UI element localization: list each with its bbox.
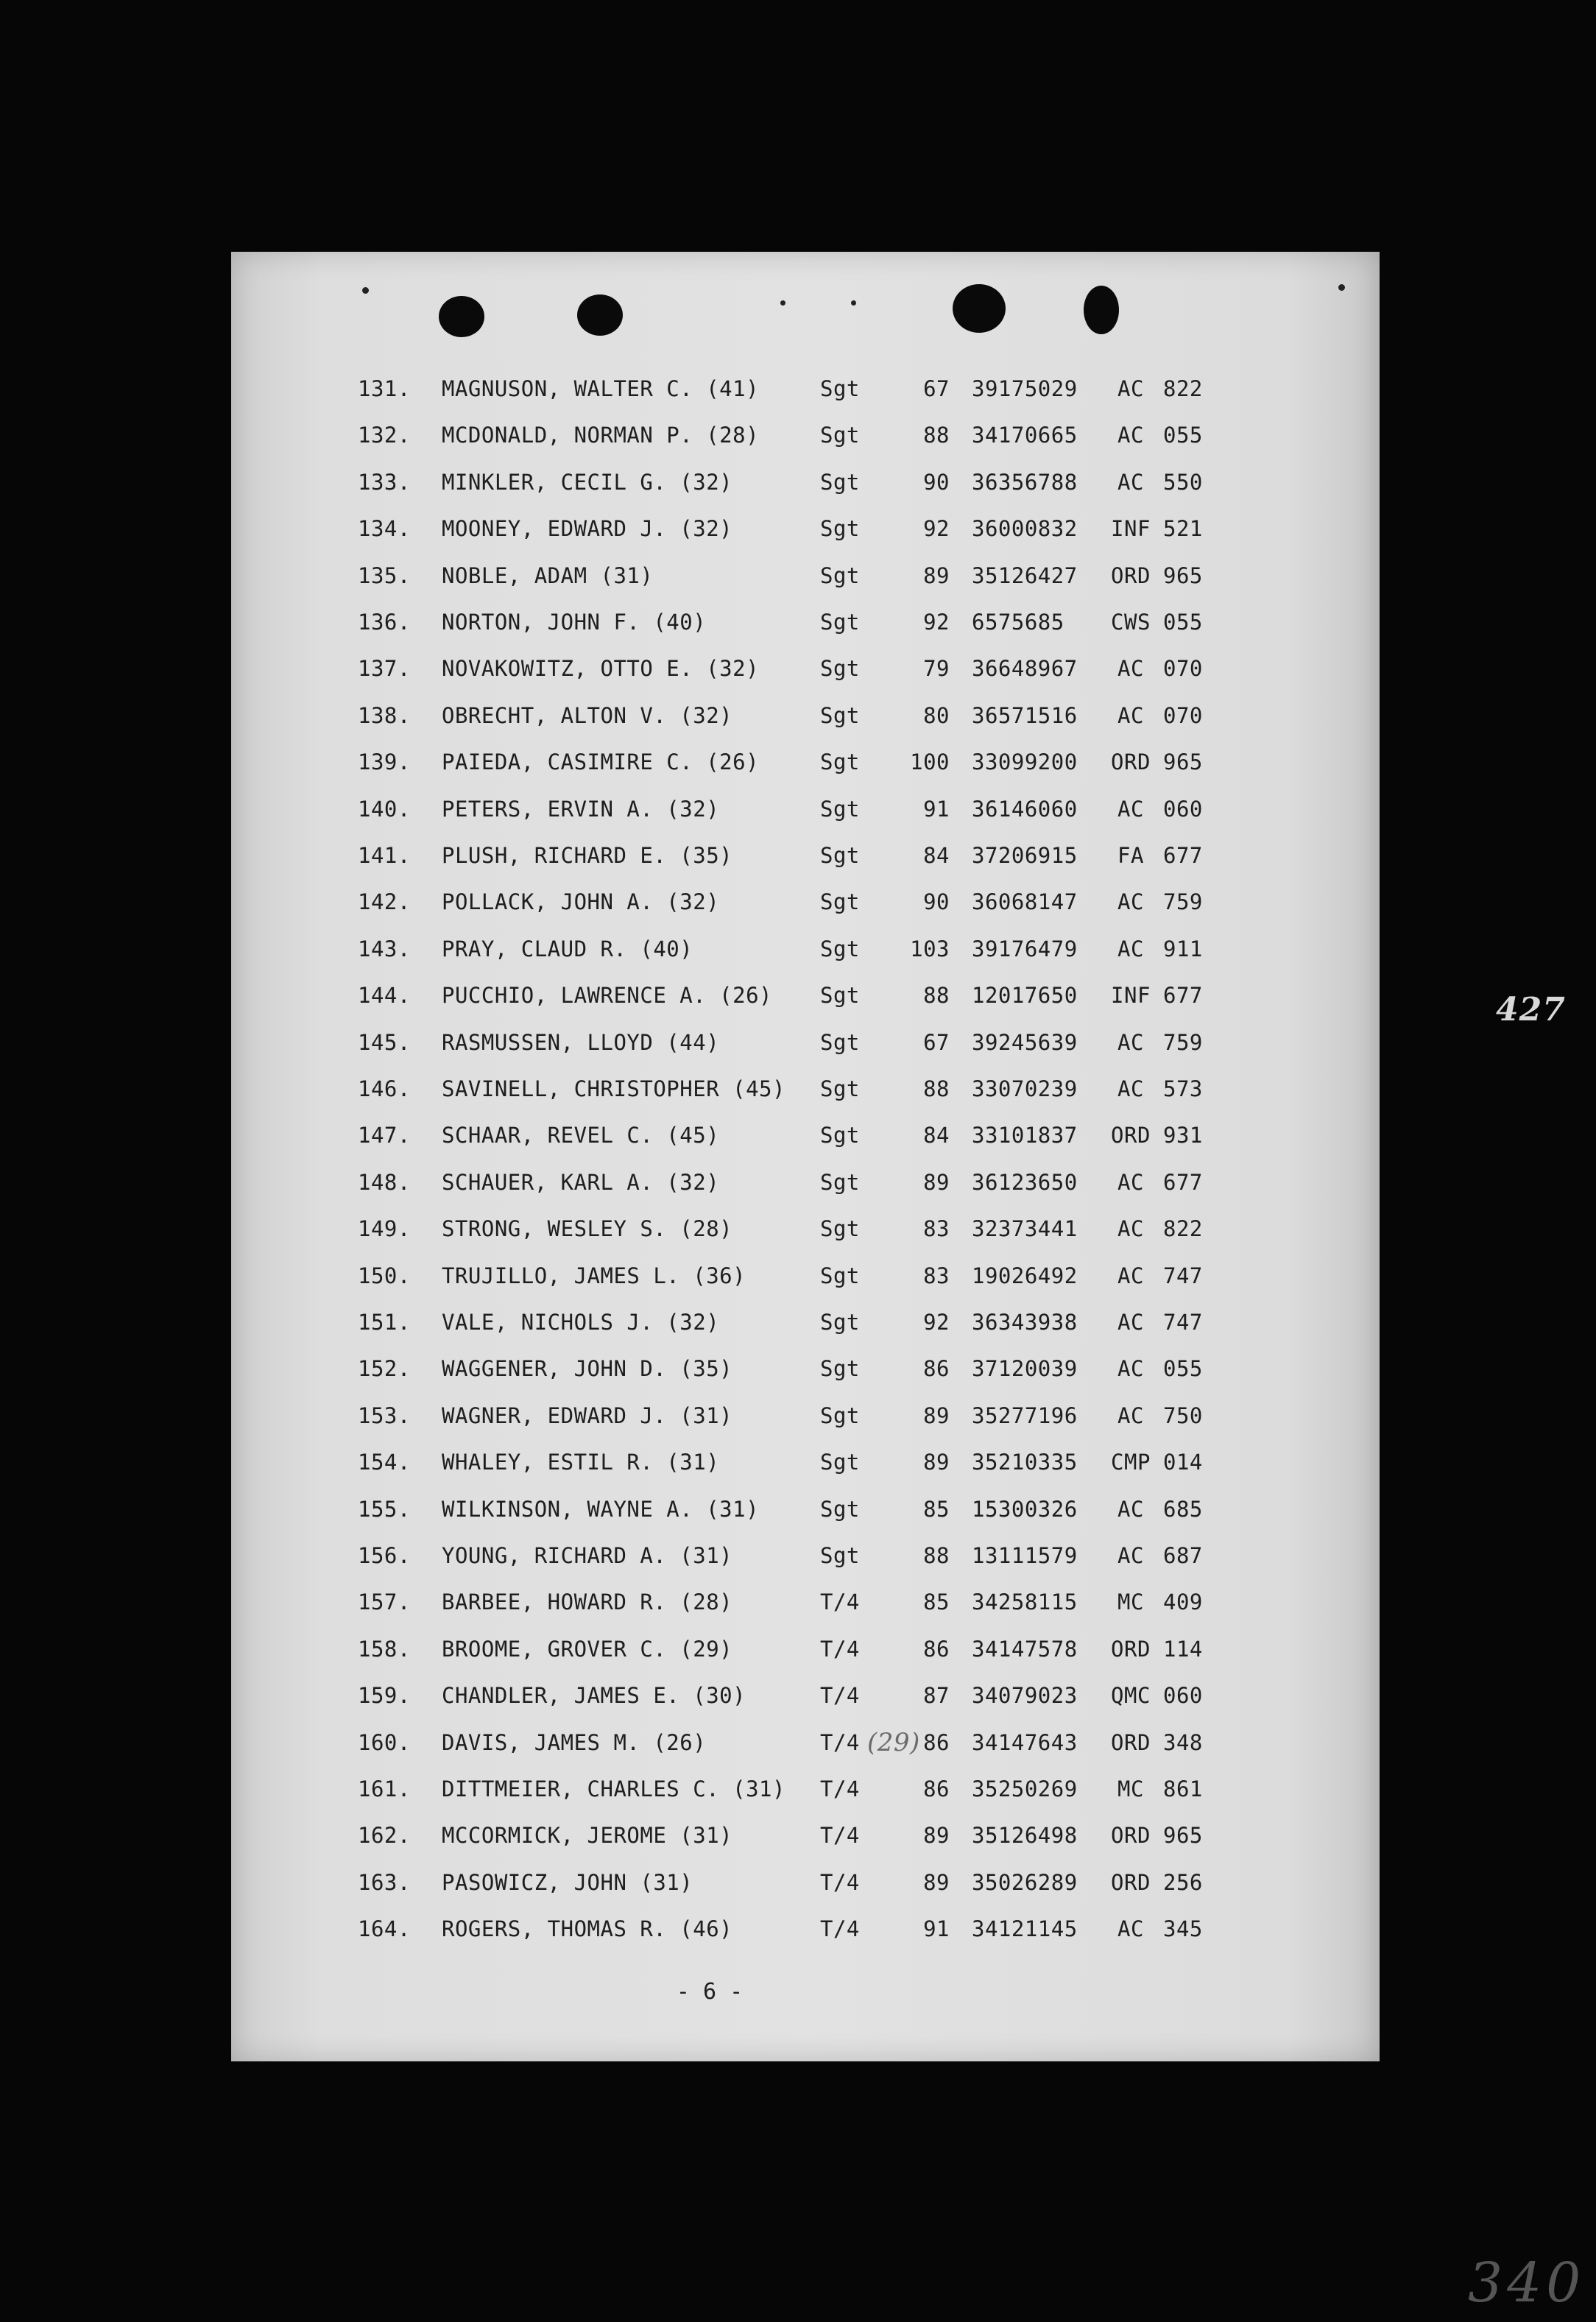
cell-code: 060 xyxy=(1163,1683,1203,1708)
margin-stamp: 427 xyxy=(1496,991,1566,1028)
cell-rank: T/4 xyxy=(820,1916,860,1941)
cell-branch: AC xyxy=(1117,703,1144,728)
cell-serial: 35277196 xyxy=(972,1403,1078,1428)
table-row xyxy=(231,1587,1380,1617)
cell-score: 103 xyxy=(910,936,950,961)
cell-name: STRONG, WESLEY S. (28) xyxy=(442,1216,733,1241)
cell-serial: 36356788 xyxy=(972,470,1078,495)
table-row xyxy=(231,1868,1380,1897)
cell-score: 86 xyxy=(923,1356,950,1381)
document-page xyxy=(231,252,1586,2315)
cell-num: 158. xyxy=(358,1637,411,1662)
cell-code: 060 xyxy=(1163,797,1203,822)
cell-score: 89 xyxy=(923,1403,950,1428)
cell-score: 89 xyxy=(923,1170,950,1195)
table-row xyxy=(231,1541,1380,1570)
cell-branch: AC xyxy=(1117,1497,1144,1522)
cell-score: 92 xyxy=(923,1310,950,1335)
cell-num: 148. xyxy=(358,1170,411,1195)
cell-serial: 35210335 xyxy=(972,1450,1078,1475)
cell-code: 114 xyxy=(1163,1637,1203,1662)
table-row xyxy=(231,561,1380,590)
cell-num: 156. xyxy=(358,1543,411,1568)
cell-rank: T/4 xyxy=(820,1637,860,1662)
cell-name: PASOWICZ, JOHN (31) xyxy=(442,1870,693,1895)
cell-rank: Sgt xyxy=(820,1076,860,1101)
table-row xyxy=(231,1634,1380,1664)
cell-name: SAVINELL, CHRISTOPHER (45) xyxy=(442,1076,785,1101)
cell-name: MINKLER, CECIL G. (32) xyxy=(442,470,733,495)
cell-code: 965 xyxy=(1163,1823,1203,1848)
cell-score: 86 xyxy=(923,1730,950,1755)
cell-serial: 15300326 xyxy=(972,1497,1078,1522)
cell-branch: AC xyxy=(1117,656,1144,681)
cell-name: OBRECHT, ALTON V. (32) xyxy=(442,703,733,728)
page-number: - 6 - xyxy=(676,1979,744,2005)
cell-serial: 33070239 xyxy=(972,1076,1078,1101)
cell-score: 85 xyxy=(923,1497,950,1522)
cell-code: 759 xyxy=(1163,1030,1203,1055)
cell-name: DITTMEIER, CHARLES C. (31) xyxy=(442,1776,785,1802)
cell-name: PUCCHIO, LAWRENCE A. (26) xyxy=(442,983,772,1008)
table-row xyxy=(231,1354,1380,1383)
cell-rank: Sgt xyxy=(820,889,860,914)
cell-rank: Sgt xyxy=(820,983,860,1008)
cell-serial: 39175029 xyxy=(972,376,1078,401)
cell-rank: T/4 xyxy=(820,1730,860,1755)
cell-serial: 35126427 xyxy=(972,563,1078,588)
cell-code: 822 xyxy=(1163,376,1203,401)
cell-name: DAVIS, JAMES M. (26) xyxy=(442,1730,707,1755)
cell-rank: Sgt xyxy=(820,1263,860,1288)
cell-name: PETERS, ERVIN A. (32) xyxy=(442,797,720,822)
cell-serial: 13111579 xyxy=(972,1543,1078,1568)
cell-num: 147. xyxy=(358,1123,411,1148)
cell-code: 677 xyxy=(1163,983,1203,1008)
cell-branch: ORD xyxy=(1111,1637,1151,1662)
cell-branch: AC xyxy=(1117,1030,1144,1055)
cell-code: 573 xyxy=(1163,1076,1203,1101)
cell-branch: INF xyxy=(1111,516,1151,541)
cell-branch: QMC xyxy=(1111,1683,1151,1708)
cell-num: 149. xyxy=(358,1216,411,1241)
cell-serial: 35126498 xyxy=(972,1823,1078,1848)
cell-rank: Sgt xyxy=(820,1216,860,1241)
cell-code: 409 xyxy=(1163,1589,1203,1615)
cell-num: 150. xyxy=(358,1263,411,1288)
cell-code: 070 xyxy=(1163,703,1203,728)
cell-num: 146. xyxy=(358,1076,411,1101)
cell-rank: Sgt xyxy=(820,516,860,541)
cell-rank: Sgt xyxy=(820,376,860,401)
table-row xyxy=(231,1728,1380,1757)
cell-code: 965 xyxy=(1163,749,1203,774)
cell-code: 861 xyxy=(1163,1776,1203,1802)
cell-serial: 32373441 xyxy=(972,1216,1078,1241)
cell-name: SCHAUER, KARL A. (32) xyxy=(442,1170,720,1195)
cell-branch: AC xyxy=(1117,1543,1144,1568)
cell-branch: ORD xyxy=(1111,1123,1151,1148)
cell-score: 80 xyxy=(923,703,950,728)
cell-num: 151. xyxy=(358,1310,411,1335)
cell-branch: FA xyxy=(1117,843,1144,868)
cell-code: 677 xyxy=(1163,1170,1203,1195)
cell-score: 91 xyxy=(923,1916,950,1941)
table-row xyxy=(231,841,1380,870)
cell-name: NORTON, JOHN F. (40) xyxy=(442,610,707,635)
cell-score: 88 xyxy=(923,1543,950,1568)
cell-score: 89 xyxy=(923,1823,950,1848)
cell-score: 87 xyxy=(923,1683,950,1708)
cell-name: NOVAKOWITZ, OTTO E. (32) xyxy=(442,656,760,681)
cell-num: 162. xyxy=(358,1823,411,1848)
cell-score: 84 xyxy=(923,1123,950,1148)
cell-name: MCDONALD, NORMAN P. (28) xyxy=(442,423,760,448)
cell-branch: CMP xyxy=(1111,1450,1151,1475)
cell-serial: 34079023 xyxy=(972,1683,1078,1708)
cell-branch: MC xyxy=(1117,1776,1144,1802)
cell-num: 143. xyxy=(358,936,411,961)
cell-num: 133. xyxy=(358,470,411,495)
cell-serial: 36146060 xyxy=(972,797,1078,822)
table-row xyxy=(231,1774,1380,1804)
cell-num: 159. xyxy=(358,1683,411,1708)
cell-score: 85 xyxy=(923,1589,950,1615)
cell-branch: ORD xyxy=(1111,1823,1151,1848)
cell-code: 747 xyxy=(1163,1263,1203,1288)
table-row xyxy=(231,1074,1380,1104)
cell-num: 134. xyxy=(358,516,411,541)
cell-code: 014 xyxy=(1163,1450,1203,1475)
cell-num: 160. xyxy=(358,1730,411,1755)
cell-rank: Sgt xyxy=(820,1543,860,1568)
cell-name: PLUSH, RICHARD E. (35) xyxy=(442,843,733,868)
table-row xyxy=(231,420,1380,450)
cell-rank: Sgt xyxy=(820,1123,860,1148)
cell-num: 164. xyxy=(358,1916,411,1941)
cell-score: 88 xyxy=(923,423,950,448)
cell-num: 144. xyxy=(358,983,411,1008)
cell-serial: 34147578 xyxy=(972,1637,1078,1662)
cell-branch: AC xyxy=(1117,1216,1144,1241)
cell-serial: 36123650 xyxy=(972,1170,1078,1195)
cell-score: 67 xyxy=(923,376,950,401)
cell-serial: 36571516 xyxy=(972,703,1078,728)
cell-branch: AC xyxy=(1117,1403,1144,1428)
table-row xyxy=(231,981,1380,1010)
cell-serial: 35026289 xyxy=(972,1870,1078,1895)
table-row xyxy=(231,1821,1380,1850)
cell-rank: Sgt xyxy=(820,470,860,495)
cell-score: 67 xyxy=(923,1030,950,1055)
cell-rank: Sgt xyxy=(820,1497,860,1522)
cell-rank: Sgt xyxy=(820,1356,860,1381)
cell-serial: 34147643 xyxy=(972,1730,1078,1755)
cell-branch: AC xyxy=(1117,1916,1144,1941)
cell-serial: 36648967 xyxy=(972,656,1078,681)
cell-code: 750 xyxy=(1163,1403,1203,1428)
table-row xyxy=(231,1308,1380,1337)
cell-code: 348 xyxy=(1163,1730,1203,1755)
cell-num: 140. xyxy=(358,797,411,822)
cell-score: 91 xyxy=(923,797,950,822)
cell-serial: 6575685 xyxy=(972,610,1064,635)
cell-score: 83 xyxy=(923,1263,950,1288)
cell-name: RASMUSSEN, LLOYD (44) xyxy=(442,1030,720,1055)
cell-num: 161. xyxy=(358,1776,411,1802)
table-row xyxy=(231,747,1380,777)
table-row xyxy=(231,1214,1380,1243)
cell-branch: INF xyxy=(1111,983,1151,1008)
table-row xyxy=(231,1447,1380,1477)
cell-rank: T/4 xyxy=(820,1870,860,1895)
cell-name: YOUNG, RICHARD A. (31) xyxy=(442,1543,733,1568)
cell-num: 154. xyxy=(358,1450,411,1475)
cell-code: 965 xyxy=(1163,563,1203,588)
cell-rank: T/4 xyxy=(820,1776,860,1802)
cell-code: 747 xyxy=(1163,1310,1203,1335)
cell-num: 136. xyxy=(358,610,411,635)
table-row xyxy=(231,1028,1380,1057)
cell-code: 677 xyxy=(1163,843,1203,868)
cell-code: 550 xyxy=(1163,470,1203,495)
cell-score: 88 xyxy=(923,1076,950,1101)
cell-name: PAIEDA, CASIMIRE C. (26) xyxy=(442,749,760,774)
cell-rank: Sgt xyxy=(820,797,860,822)
table-row xyxy=(231,794,1380,824)
table-row xyxy=(231,1121,1380,1150)
cell-num: 157. xyxy=(358,1589,411,1615)
cell-serial: 34258115 xyxy=(972,1589,1078,1615)
cell-branch: AC xyxy=(1117,889,1144,914)
cell-name: MAGNUSON, WALTER C. (41) xyxy=(442,376,760,401)
cell-name: NOBLE, ADAM (31) xyxy=(442,563,654,588)
table-row xyxy=(231,934,1380,964)
handwritten-folio: 340 xyxy=(1468,2251,1586,2315)
cell-num: 138. xyxy=(358,703,411,728)
cell-serial: 19026492 xyxy=(972,1263,1078,1288)
cell-branch: AC xyxy=(1117,1263,1144,1288)
cell-code: 822 xyxy=(1163,1216,1203,1241)
cell-code: 931 xyxy=(1163,1123,1203,1148)
cell-name: WHALEY, ESTIL R. (31) xyxy=(442,1450,720,1475)
cell-code: 256 xyxy=(1163,1870,1203,1895)
cell-score: 88 xyxy=(923,983,950,1008)
table-row xyxy=(231,467,1380,497)
cell-name: VALE, NICHOLS J. (32) xyxy=(442,1310,720,1335)
cell-branch: AC xyxy=(1117,936,1144,961)
cell-num: 131. xyxy=(358,376,411,401)
cell-code: 070 xyxy=(1163,656,1203,681)
cell-rank: Sgt xyxy=(820,656,860,681)
cell-rank: Sgt xyxy=(820,1170,860,1195)
cell-num: 135. xyxy=(358,563,411,588)
table-row xyxy=(231,1681,1380,1710)
table-row xyxy=(231,654,1380,683)
table-row xyxy=(231,1168,1380,1197)
cell-rank: Sgt xyxy=(820,563,860,588)
cell-serial: 39176479 xyxy=(972,936,1078,961)
cell-score: 84 xyxy=(923,843,950,868)
cell-name: MCCORMICK, JEROME (31) xyxy=(442,1823,733,1848)
cell-name: MOONEY, EDWARD J. (32) xyxy=(442,516,733,541)
cell-name: BROOME, GROVER C. (29) xyxy=(442,1637,733,1662)
cell-name: SCHAAR, REVEL C. (45) xyxy=(442,1123,720,1148)
cell-rank: Sgt xyxy=(820,610,860,635)
cell-rank: Sgt xyxy=(820,749,860,774)
table-row xyxy=(231,701,1380,730)
cell-name: PRAY, CLAUD R. (40) xyxy=(442,936,693,961)
cell-num: 155. xyxy=(358,1497,411,1522)
cell-rank: T/4 xyxy=(820,1823,860,1848)
cell-serial: 34170665 xyxy=(972,423,1078,448)
cell-branch: AC xyxy=(1117,470,1144,495)
cell-num: 163. xyxy=(358,1870,411,1895)
cell-num: 142. xyxy=(358,889,411,914)
cell-rank: Sgt xyxy=(820,703,860,728)
cell-num: 132. xyxy=(358,423,411,448)
table-row xyxy=(231,1495,1380,1524)
cell-score: 90 xyxy=(923,470,950,495)
handwritten-correction: (29) xyxy=(867,1728,920,1757)
cell-score: 89 xyxy=(923,1450,950,1475)
cell-score: 83 xyxy=(923,1216,950,1241)
cell-serial: 12017650 xyxy=(972,983,1078,1008)
cell-branch: CWS xyxy=(1111,610,1151,635)
cell-num: 145. xyxy=(358,1030,411,1055)
cell-num: 141. xyxy=(358,843,411,868)
cell-branch: MC xyxy=(1117,1589,1144,1615)
cell-score: 92 xyxy=(923,516,950,541)
cell-code: 759 xyxy=(1163,889,1203,914)
cell-rank: Sgt xyxy=(820,423,860,448)
cell-serial: 36343938 xyxy=(972,1310,1078,1335)
cell-rank: Sgt xyxy=(820,1030,860,1055)
cell-score: 100 xyxy=(910,749,950,774)
cell-score: 89 xyxy=(923,563,950,588)
cell-serial: 37120039 xyxy=(972,1356,1078,1381)
cell-branch: ORD xyxy=(1111,563,1151,588)
cell-name: WILKINSON, WAYNE A. (31) xyxy=(442,1497,760,1522)
cell-name: TRUJILLO, JAMES L. (36) xyxy=(442,1263,746,1288)
cell-name: WAGGENER, JOHN D. (35) xyxy=(442,1356,733,1381)
cell-score: 86 xyxy=(923,1637,950,1662)
cell-branch: ORD xyxy=(1111,1870,1151,1895)
cell-rank: Sgt xyxy=(820,1310,860,1335)
cell-branch: AC xyxy=(1117,1310,1144,1335)
cell-num: 137. xyxy=(358,656,411,681)
cell-score: 86 xyxy=(923,1776,950,1802)
cell-name: POLLACK, JOHN A. (32) xyxy=(442,889,720,914)
cell-rank: Sgt xyxy=(820,843,860,868)
cell-serial: 37206915 xyxy=(972,843,1078,868)
cell-code: 687 xyxy=(1163,1543,1203,1568)
cell-rank: T/4 xyxy=(820,1589,860,1615)
cell-branch: AC xyxy=(1117,797,1144,822)
table-row xyxy=(231,1914,1380,1944)
table-row xyxy=(231,887,1380,917)
cell-serial: 34121145 xyxy=(972,1916,1078,1941)
cell-code: 521 xyxy=(1163,516,1203,541)
cell-score: 89 xyxy=(923,1870,950,1895)
cell-serial: 36068147 xyxy=(972,889,1078,914)
cell-score: 90 xyxy=(923,889,950,914)
table-row xyxy=(231,1401,1380,1430)
cell-serial: 33099200 xyxy=(972,749,1078,774)
cell-name: BARBEE, HOWARD R. (28) xyxy=(442,1589,733,1615)
cell-code: 911 xyxy=(1163,936,1203,961)
cell-score: 92 xyxy=(923,610,950,635)
cell-name: WAGNER, EDWARD J. (31) xyxy=(442,1403,733,1428)
cell-branch: AC xyxy=(1117,1170,1144,1195)
table-row xyxy=(231,514,1380,543)
cell-branch: AC xyxy=(1117,376,1144,401)
cell-code: 055 xyxy=(1163,1356,1203,1381)
cell-code: 345 xyxy=(1163,1916,1203,1941)
cell-serial: 36000832 xyxy=(972,516,1078,541)
cell-rank: T/4 xyxy=(820,1683,860,1708)
cell-branch: AC xyxy=(1117,1356,1144,1381)
cell-serial: 33101837 xyxy=(972,1123,1078,1148)
cell-name: ROGERS, THOMAS R. (46) xyxy=(442,1916,733,1941)
cell-branch: ORD xyxy=(1111,1730,1151,1755)
cell-code: 055 xyxy=(1163,610,1203,635)
cell-serial: 35250269 xyxy=(972,1776,1078,1802)
cell-rank: Sgt xyxy=(820,1403,860,1428)
cell-code: 055 xyxy=(1163,423,1203,448)
table-row xyxy=(231,374,1380,403)
cell-score: 79 xyxy=(923,656,950,681)
cell-num: 139. xyxy=(358,749,411,774)
cell-rank: Sgt xyxy=(820,936,860,961)
table-row xyxy=(231,1261,1380,1291)
table-row xyxy=(231,607,1380,637)
cell-num: 152. xyxy=(358,1356,411,1381)
cell-branch: ORD xyxy=(1111,749,1151,774)
cell-branch: AC xyxy=(1117,423,1144,448)
cell-name: CHANDLER, JAMES E. (30) xyxy=(442,1683,746,1708)
cell-serial: 39245639 xyxy=(972,1030,1078,1055)
cell-rank: Sgt xyxy=(820,1450,860,1475)
cell-code: 685 xyxy=(1163,1497,1203,1522)
roster-table xyxy=(231,252,1380,2061)
cell-num: 153. xyxy=(358,1403,411,1428)
cell-branch: AC xyxy=(1117,1076,1144,1101)
